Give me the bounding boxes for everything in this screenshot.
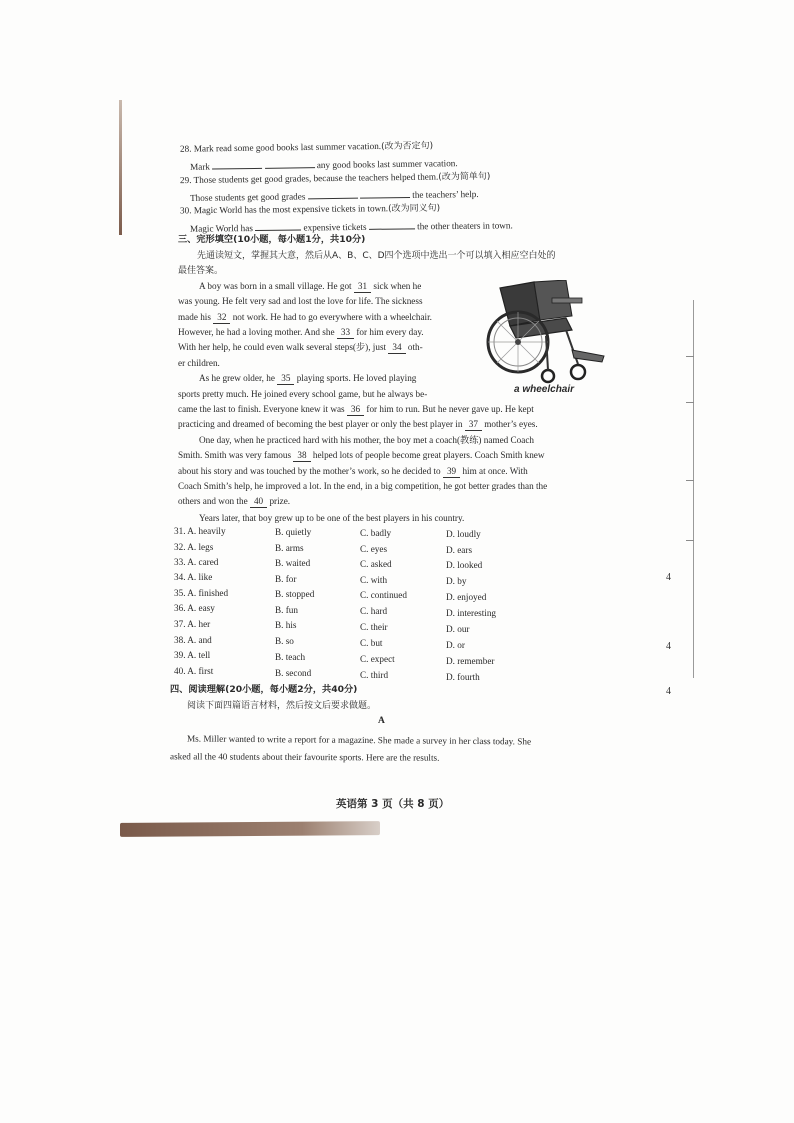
option-a[interactable]: 34. A. like xyxy=(174,572,213,582)
passage-line: came the last to finish. Everyone knew it was 36 for him to run. But he never gave up. He kept xyxy=(178,404,534,414)
option-b[interactable]: B. waited xyxy=(275,558,311,568)
passage-line: One day, when he practiced hard with his mother, the boy met a coach(教练) named Coach xyxy=(199,435,535,445)
margin-number: 4 xyxy=(666,641,671,652)
reading-line: asked all the 40 students about their favourite sports. Here are the results. xyxy=(169,751,440,763)
option-d[interactable]: D. enjoyed xyxy=(446,592,487,602)
passage-line: er children. xyxy=(178,358,220,368)
margin-tick xyxy=(686,402,694,403)
answer-blank[interactable] xyxy=(264,157,314,169)
option-b[interactable]: B. stopped xyxy=(275,589,315,599)
option-c[interactable]: C. hard xyxy=(360,606,388,616)
blank-34[interactable]: 34 xyxy=(388,341,405,354)
passage-line: However, he had a loving mother. And she 33 for him every day. xyxy=(178,327,424,337)
passage-line: about his story and was touched by the mother’s work, so he decided to 39 him at once. With xyxy=(178,466,528,476)
margin-tick xyxy=(686,356,694,357)
option-d[interactable]: D. ears xyxy=(446,545,473,555)
option-b[interactable]: B. quietly xyxy=(275,527,312,537)
option-d[interactable]: D. by xyxy=(446,576,467,586)
option-b[interactable]: B. fun xyxy=(275,605,298,615)
passage-title: A xyxy=(378,716,385,726)
margin-tick xyxy=(686,480,694,481)
option-c[interactable]: C. third xyxy=(360,670,389,680)
reading-line: Ms. Miller wanted to write a report for a magazine. She made a survey in her class today. She xyxy=(186,733,532,747)
blank-33[interactable]: 33 xyxy=(337,326,354,339)
option-d[interactable]: D. remember xyxy=(446,656,495,666)
reading-instruction: 阅读下面四篇语言材料，然后按文后要求做题。 xyxy=(187,701,377,711)
passage-line: With her help, he could even walk several steps(步), just 34 oth- xyxy=(178,342,423,352)
option-d[interactable]: D. fourth xyxy=(446,672,480,682)
option-c[interactable]: C. asked xyxy=(360,559,392,569)
question-29-answer-line: Those students get good grades the teachers’ help. xyxy=(190,186,479,204)
passage-line: made his 32 not work. He had to go everywhere with a wheelchair. xyxy=(178,312,432,322)
margin-tick xyxy=(686,540,694,541)
option-c[interactable]: C. their xyxy=(360,622,388,632)
page-edge-shadow-left xyxy=(119,100,122,235)
blank-37[interactable]: 37 xyxy=(465,418,482,431)
answer-blank[interactable] xyxy=(255,220,301,231)
option-b[interactable]: B. for xyxy=(275,574,297,584)
option-c[interactable]: C. expect xyxy=(360,654,395,664)
passage-line: was young. He felt very sad and lost the love for life. The sickness xyxy=(178,296,423,306)
figure-caption: a wheelchair xyxy=(514,384,575,395)
reading-heading: 四、阅读理解(20小题，每小题2分，共40分) xyxy=(170,684,358,695)
question-28-answer-line: Mark any good books last summer vacation. xyxy=(189,158,458,172)
option-c[interactable]: C. but xyxy=(360,638,383,648)
page-edge-shadow-bottom xyxy=(120,821,380,837)
blank-35[interactable]: 35 xyxy=(277,372,294,385)
option-d[interactable]: D. or xyxy=(446,640,465,650)
option-b[interactable]: B. teach xyxy=(275,652,306,662)
option-d[interactable]: D. interesting xyxy=(446,608,497,618)
question-30: 30. Magic World has the most expensive tickets in town.(改为同义句) xyxy=(179,203,441,216)
option-a[interactable]: 40. A. first xyxy=(174,666,214,676)
wheelchair-illustration xyxy=(486,280,610,384)
option-a[interactable]: 37. A. her xyxy=(174,619,211,629)
question-29: 29. Those students get good grades, because the teachers helped them.(改为简单句) xyxy=(179,171,491,186)
passage-line: Smith. Smith was very famous 38 helped lots of people become great players. Coach Smith knew xyxy=(178,450,545,460)
option-c[interactable]: C. badly xyxy=(360,528,392,538)
blank-36[interactable]: 36 xyxy=(347,403,364,416)
option-c[interactable]: C. with xyxy=(360,575,388,585)
option-b[interactable]: B. arms xyxy=(275,543,304,553)
option-a[interactable]: 39. A. tell xyxy=(174,650,211,660)
blank-32[interactable]: 32 xyxy=(213,311,230,324)
option-c[interactable]: C. eyes xyxy=(360,544,388,554)
blank-39[interactable]: 39 xyxy=(443,465,460,478)
cloze-heading: 三、完形填空(10小题，每小题1分，共10分) xyxy=(178,234,366,245)
option-d[interactable]: D. loudly xyxy=(446,529,481,539)
answer-blank[interactable] xyxy=(212,158,262,170)
option-a[interactable]: 31. A. heavily xyxy=(174,526,226,536)
question-28: 28. Mark read some good books last summer vacation.(改为否定句) xyxy=(179,140,434,154)
option-c[interactable]: C. continued xyxy=(360,590,407,600)
option-a[interactable]: 36. A. easy xyxy=(174,603,215,613)
blank-31[interactable]: 31 xyxy=(354,280,371,293)
passage-line: Coach Smith’s help, he improved a lot. In the end, in a big competition, he got better grades than the xyxy=(178,481,548,491)
option-b[interactable]: B. second xyxy=(275,668,312,678)
passage-line: A boy was born in a small village. He got 31 sick when he xyxy=(199,281,422,291)
blank-40[interactable]: 40 xyxy=(250,495,267,508)
cloze-instruction-cont: 最佳答案。 xyxy=(178,266,224,276)
passage-line: practicing and dreamed of becoming the best player or only the best player in 37 mother’s eyes. xyxy=(178,419,538,429)
answer-blank[interactable] xyxy=(360,187,410,199)
passage-line: sports pretty much. He joined every school game, but he always be- xyxy=(178,389,428,399)
option-a[interactable]: 35. A. finished xyxy=(174,588,229,598)
passage-line: others and won the 40 prize. xyxy=(178,496,291,506)
option-b[interactable]: B. his xyxy=(275,620,297,630)
option-d[interactable]: D. looked xyxy=(446,560,483,570)
cloze-instruction: 先通读短文，掌握其大意，然后从A、B、C、D四个选项中选出一个可以填入相应空白处的 xyxy=(197,251,556,261)
margin-number: 4 xyxy=(666,686,671,697)
option-d[interactable]: D. our xyxy=(446,624,470,634)
option-b[interactable]: B. so xyxy=(275,636,294,646)
blank-38[interactable]: 38 xyxy=(293,449,310,462)
option-a[interactable]: 33. A. cared xyxy=(174,557,219,567)
answer-blank[interactable] xyxy=(308,188,358,200)
option-a[interactable]: 38. A. and xyxy=(174,635,212,645)
passage-line: Years later, that boy grew up to be one of the best players in his country. xyxy=(199,513,465,523)
answer-blank[interactable] xyxy=(369,218,415,229)
passage-line: As he grew older, he 35 playing sports. He loved playing xyxy=(199,373,417,383)
question-30-answer-line: Magic World has expensive tickets the other theaters in town. xyxy=(189,220,513,234)
option-a[interactable]: 32. A. legs xyxy=(174,542,214,552)
margin-number: 4 xyxy=(666,572,671,583)
page-footer: 英语第 3 页（共 8 页） xyxy=(336,798,450,810)
